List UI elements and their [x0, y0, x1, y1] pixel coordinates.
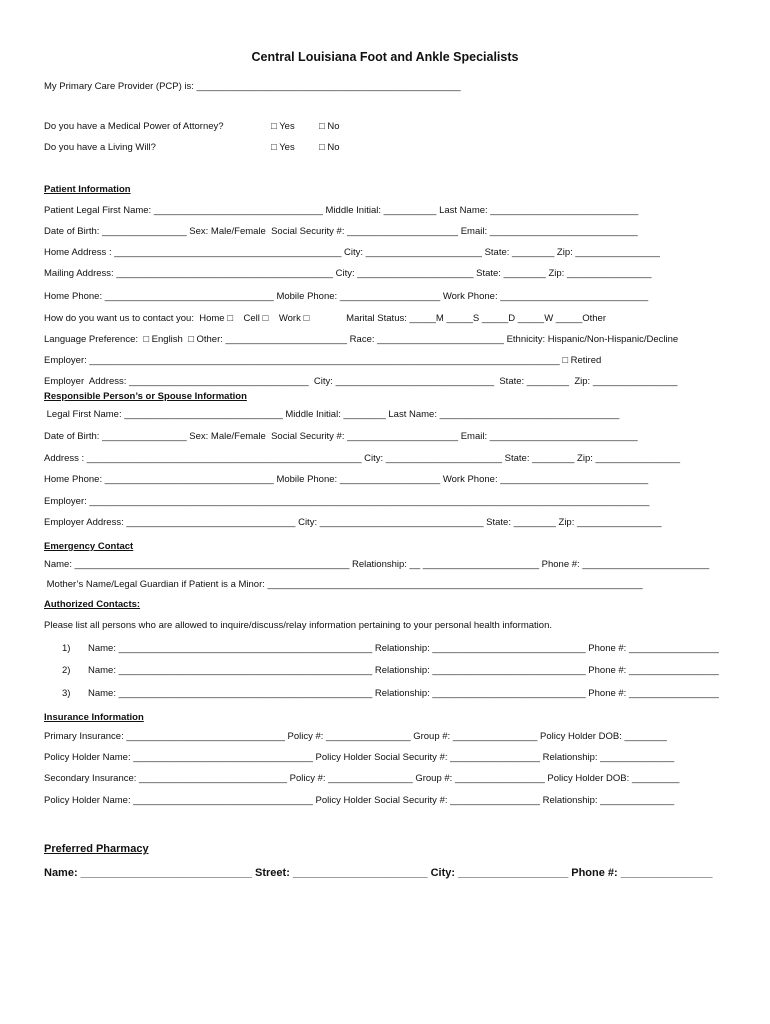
patient-dob-fields[interactable]: Date of Birth: ________________ Sex: Male/Female Social Security #: _____________________ Email: ____________________________: [44, 226, 638, 237]
secondary-policy-holder-fields[interactable]: Policy Holder Name: __________________________________ Policy Holder Social Security #: _________________ Relationship: ______________: [44, 795, 675, 806]
responsible-dob-fields[interactable]: Date of Birth: ________________ Sex: Male/Female Social Security #: _____________________ Email: ____________________________: [44, 431, 638, 442]
preferred-pharmacy-heading: Preferred Pharmacy: [44, 843, 149, 855]
responsible-person-heading: Responsible Person’s or Spouse Information: [44, 391, 247, 402]
poa-yes-checkbox[interactable]: □ Yes: [271, 121, 295, 132]
patient-language-race-fields[interactable]: Language Preference: □ English □ Other: _______________________ Race: ________________________ Ethnicity: Hispanic/Non-Hispanic/Decline: [44, 334, 679, 345]
living-will-no-checkbox[interactable]: □ No: [319, 142, 340, 153]
emergency-contact-fields[interactable]: Name: ____________________________________________________ Relationship: __ ______________________ Phone #: ________________________: [44, 559, 710, 570]
secondary-insurance-fields[interactable]: Secondary Insurance: ____________________________ Policy #: ________________ Group #: _________________ Policy Holder DOB: _________: [44, 773, 680, 784]
patient-contact-marital-fields[interactable]: How do you want us to contact you: Home □ Cell □ Work □ Marital Status: _____M _____S _____D _____W _____Other: [44, 313, 606, 324]
poa-question: Do you have a Medical Power of Attorney?: [44, 121, 224, 132]
responsible-name-fields[interactable]: Legal First Name: ______________________________ Middle Initial: ________ Last Name: __________________________________: [44, 409, 620, 420]
responsible-employer-address-fields[interactable]: Employer Address: ________________________________ City: _______________________________ State: ________ Zip: ________________: [44, 517, 662, 528]
pharmacy-fields[interactable]: Name: ____________________________ Street: ______________________ City: __________________ Phone #: _______________: [44, 867, 713, 879]
authorized-contacts-intro: Please list all persons who are allowed to inquire/discuss/relay information pertaining to your personal health information.: [44, 620, 552, 631]
authorized-contact-fields[interactable]: Name: ________________________________________________ Relationship: _____________________________ Phone #: _________________: [88, 665, 719, 676]
responsible-phone-fields[interactable]: Home Phone: ________________________________ Mobile Phone: ___________________ Work Phone: ____________________________: [44, 474, 649, 485]
patient-phone-fields[interactable]: Home Phone: ________________________________ Mobile Phone: ___________________ Work Phone: ____________________________: [44, 291, 649, 302]
patient-home-address-fields[interactable]: Home Address : ___________________________________________ City: ______________________ State: ________ Zip: ________________: [44, 247, 660, 258]
patient-employer-address-fields[interactable]: Employer Address: __________________________________ City: ______________________________ State: ________ Zip: ________________: [44, 376, 678, 387]
primary-insurance-fields[interactable]: Primary Insurance: ______________________________ Policy #: ________________ Group #: ________________ Policy Holder DOB: ________: [44, 731, 667, 742]
authorized-contact-number: 1): [62, 643, 71, 654]
insurance-info-heading: Insurance Information: [44, 712, 144, 723]
living-will-yes-checkbox[interactable]: □ Yes: [271, 142, 295, 153]
patient-name-fields[interactable]: Patient Legal First Name: ________________________________ Middle Initial: __________ Last Name: ____________________________: [44, 205, 639, 216]
living-will-question: Do you have a Living Will?: [44, 142, 156, 153]
patient-employer-field[interactable]: Employer: _________________________________________________________________________________________ □ Retired: [44, 355, 602, 366]
patient-mailing-address-fields[interactable]: Mailing Address: _________________________________________ City: ______________________ State: ________ Zip: ________________: [44, 268, 652, 279]
responsible-address-fields[interactable]: Address : ____________________________________________________ City: ______________________ State: ________ Zip: ________________: [44, 453, 681, 464]
authorized-contact-number: 3): [62, 688, 71, 699]
pcp-field[interactable]: My Primary Care Provider (PCP) is: __________________________________________________: [44, 81, 461, 92]
form-title: Central Louisiana Foot and Ankle Specialists: [251, 50, 519, 64]
authorized-contact-number: 2): [62, 665, 71, 676]
authorized-contact-fields[interactable]: Name: ________________________________________________ Relationship: _____________________________ Phone #: _________________: [88, 688, 719, 699]
authorized-contacts-heading: Authorized Contacts:: [44, 599, 141, 610]
poa-no-checkbox[interactable]: □ No: [319, 121, 340, 132]
patient-info-heading: Patient Information: [44, 184, 131, 195]
guardian-field[interactable]: Mother’s Name/Legal Guardian if Patient is a Minor: _______________________________________________________________________: [44, 579, 643, 590]
responsible-employer-field[interactable]: Employer: __________________________________________________________________________________________________________: [44, 496, 650, 507]
emergency-contact-heading: Emergency Contact: [44, 541, 134, 552]
authorized-contact-fields[interactable]: Name: ________________________________________________ Relationship: _____________________________ Phone #: _________________: [88, 643, 719, 654]
primary-policy-holder-fields[interactable]: Policy Holder Name: __________________________________ Policy Holder Social Security #: _________________ Relationship: ______________: [44, 752, 675, 763]
